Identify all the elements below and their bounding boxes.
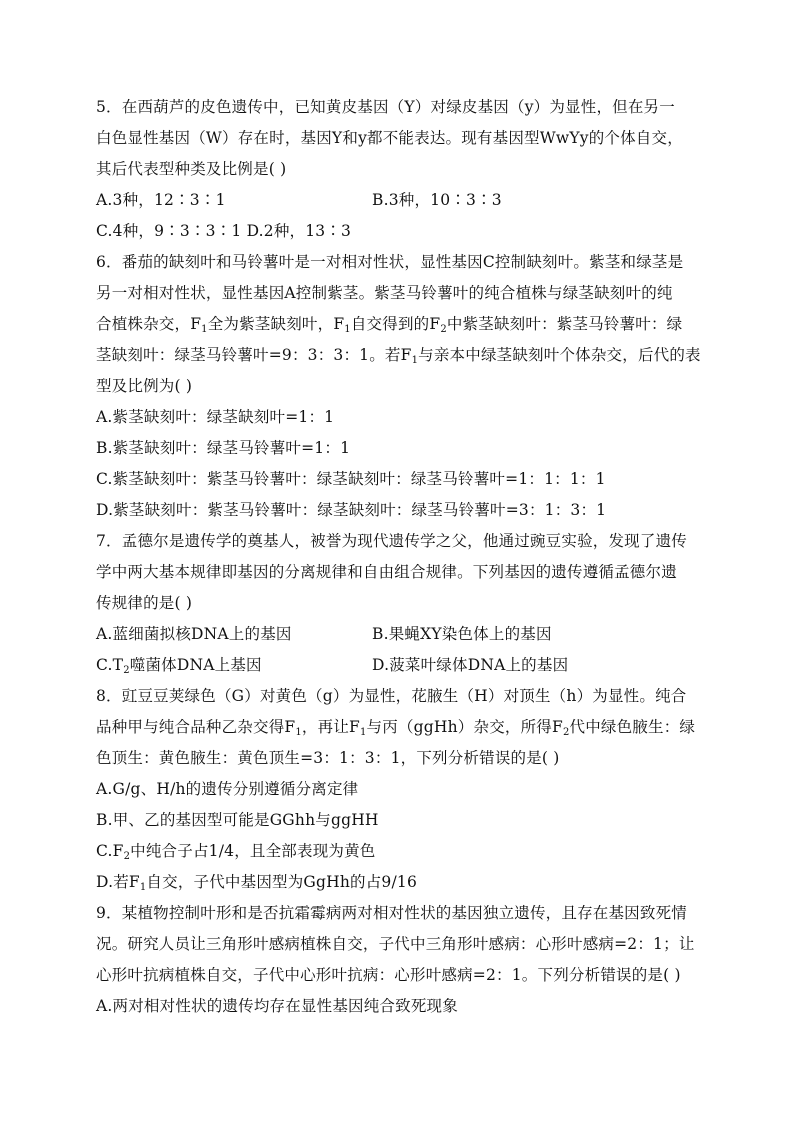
question-7 [96,526,702,681]
text-run: ，再让F [301,718,360,736]
options-row [96,619,702,650]
text-run: 自交，子代中基因型为GgHh的占9/16 [146,873,418,891]
options-row [96,185,702,216]
option-c-d: C.4种，9∶3∶3∶1 D.2种，13∶3 [96,222,352,240]
question-text-line [96,309,702,340]
subscript: 2 [123,851,131,862]
subscript: 1 [359,727,367,738]
option-a: A.紫茎缺刻叶：绿茎缺刻叶=1：1 [96,408,335,426]
text-run: 与丙（ggHh）杂交，所得F [366,718,563,736]
option-c [96,650,372,681]
question-text-line: 况。研究人员让三角形叶感病植株自交，子代中三角形叶感病：心形叶感病=2：1；让 [96,935,695,953]
option-a: A.G/g、H/h的遗传分别遵循分离定律 [96,780,359,798]
option-a: A.蓝细菌拟核DNA上的基因 [96,625,292,643]
question-text-line: 传规律的是( ) [96,594,193,612]
option-d: D.菠菜叶绿体DNA上的基因 [372,656,569,674]
text-run: 全为紫茎缺刻叶，F [207,315,345,333]
question-text-line: 学中两大基本规律即基因的分离规律和自由组合规律。下列基因的遗传遵循孟德尔遗 [96,563,677,581]
question-text-line: 9．某植物控制叶形和是否抗霜霉病两对相对性状的基因独立遗传，且存在基因致死情 [96,904,687,922]
question-text-line [96,712,702,743]
subscript: 1 [411,355,419,366]
option-a: A.两对相对性状的遗传均存在显性基因纯合致死现象 [96,997,458,1015]
question-text-line: 其后代表型种类及比例是( ) [96,160,287,178]
option-c: C.紫茎缺刻叶：紫茎马铃薯叶：绿茎缺刻叶：绿茎马铃薯叶=1：1：1：1 [96,470,606,488]
question-text-line: 色顶生：黄色腋生：黄色顶生=3：1：3：1，下列分析错误的是( ) [96,749,560,767]
question-text-line [96,340,702,371]
text-run: C.F [96,842,124,860]
question-text-line: 6．番茄的缺刻叶和马铃薯叶是一对相对性状，显性基因C控制缺刻叶。紫茎和绿茎是 [96,253,684,271]
subscript: 2 [440,324,447,335]
text-run: 品种甲与纯合品种乙杂交得F [96,718,296,736]
question-5 [96,92,702,247]
question-text-line: 型及比例为( ) [96,377,193,395]
option-b: B.果蝇XY染色体上的基因 [372,625,552,643]
text-run: 中紫茎缺刻叶：紫茎马铃薯叶：绿 [446,315,683,333]
text-run: C.T [96,656,124,674]
option-b: B.甲、乙的基因型可能是GGhh与ggHH [96,811,379,829]
question-text-line: 8．豇豆豆荚绿色（G）对黄色（g）为显性，花腋生（H）对顶生（h）为显性。纯合 [96,687,687,705]
text-run: 与亲本中绿茎缺刻叶个体杂交，后代的表 [418,346,701,364]
option-d: D.紫茎缺刻叶：紫茎马铃薯叶：绿茎缺刻叶：绿茎马铃薯叶=3：1：3：1 [96,501,607,519]
option-b: B.3种，10∶3∶3 [372,191,502,209]
subscript: 1 [201,324,208,335]
document-content [96,92,702,1022]
subscript: 1 [139,882,147,893]
question-9 [96,898,702,1022]
subscript: 2 [123,665,130,676]
options-row [96,650,702,681]
subscript: 1 [344,324,351,335]
question-text-line: 7．孟德尔是遗传学的奠基人，被誉为现代遗传学之父，他通过豌豆实验，发现了遗传 [96,532,687,550]
text-run: 自交得到的F [350,315,441,333]
option-c [96,836,702,867]
text-run: 噬菌体DNA上基因 [129,656,262,674]
question-6 [96,247,702,526]
text-run: D.若F [96,873,140,891]
question-text-line: 另一对相对性状，显性基因A控制紫茎。紫茎马铃薯叶的纯合植株与绿茎缺刻叶的纯 [96,284,673,302]
option-d [96,867,702,898]
text-run: 合植株杂交，F [96,315,202,333]
question-text-line: 白色显性基因（W）存在时，基因Y和y都不能表达。现有基因型WwYy的个体自交， [96,129,683,147]
option-a: A.3种，12∶3∶1 [96,191,226,209]
text-run: 中纯合子占1/4，且全部表现为黄色 [130,842,376,860]
question-text-line: 心形叶抗病植株自交，子代中心形叶抗病：心形叶感病=2：1。下列分析错误的是( ) [96,966,681,984]
option-b: B.紫茎缺刻叶：绿茎马铃薯叶=1：1 [96,439,351,457]
question-text-line: 5．在西葫芦的皮色遗传中，已知黄皮基因（Y）对绿皮基因（y）为显性，但在另一 [96,98,675,116]
question-8 [96,681,702,898]
subscript: 2 [562,727,570,738]
text-run: 茎缺刻叶：绿茎马铃薯叶=9：3：3：1。若F [96,346,412,364]
subscript: 1 [295,727,302,738]
text-run: 代中绿色腋生：绿 [569,718,696,736]
